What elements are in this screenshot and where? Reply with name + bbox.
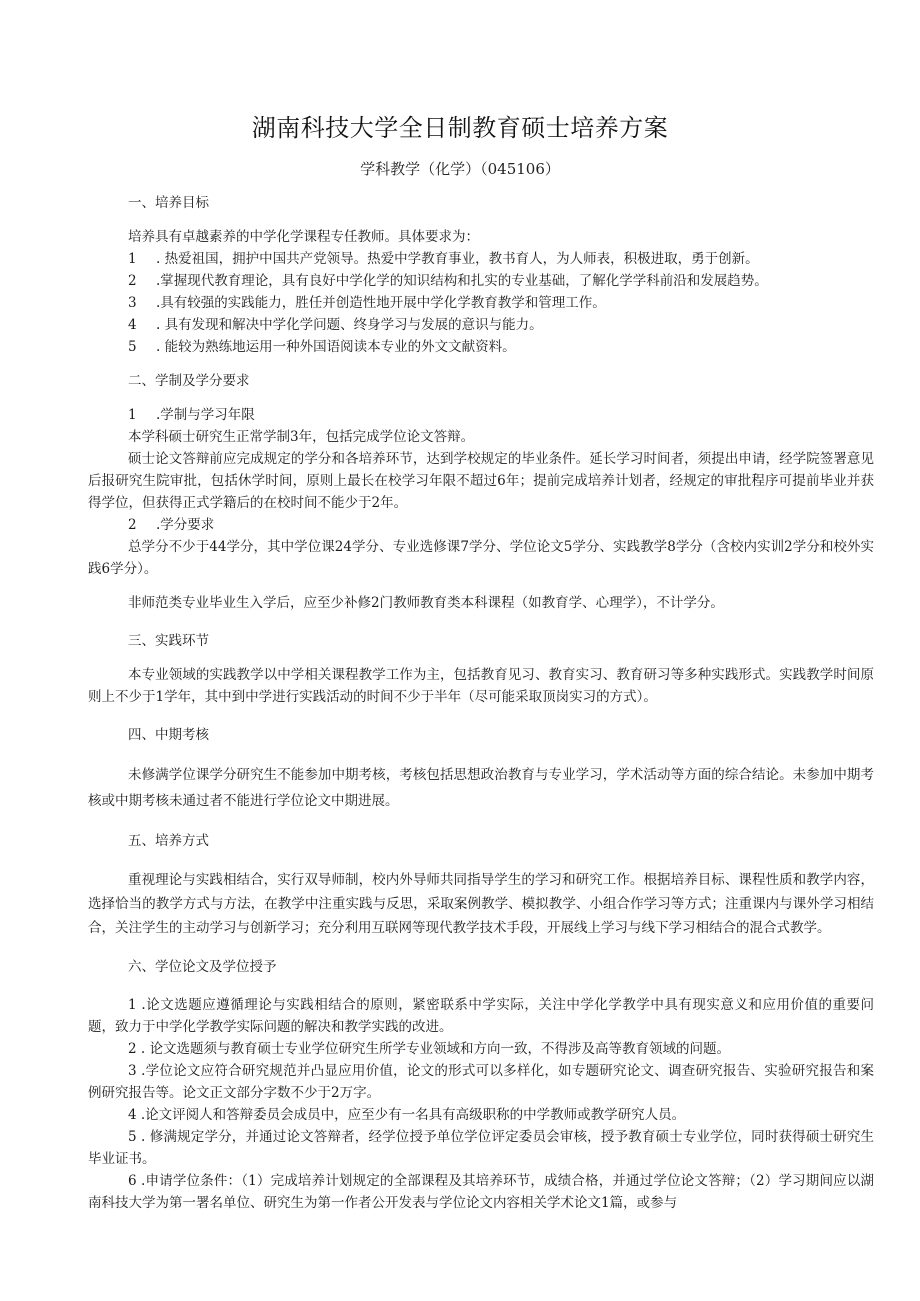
subsection-heading: 1 .学制与学习年限 [128,407,255,423]
section-heading-objectives: 一、培养目标 [128,195,209,211]
objectives-intro: 培养具有卓越素养的中学化学课程专任教师。具体要求为： [128,229,479,245]
objective-item: 3 .具有较强的实践能力，胜任并创造性地开展中学化学教育教学和管理工作。 [128,295,606,311]
thesis-item: 4 .论文评阅人和答辩委员会成员中，应至少有一名具有高级职称的中学教师或教学研究人员。 [128,1107,686,1123]
subsection-heading: 2 .学分要求 [128,517,215,533]
section-heading-midterm: 四、中期考核 [128,727,209,743]
thesis-item: 6 .申请学位条件：（1）完成培养计划规定的全部课程及其培养环节，成绩合格，并通过学位论文答辩；（2）学习期间应以湖南科技大学为第一署名单位、研究生为第一作者公开发表与学位论文内容相关学术论文1篇，或参与 [88,1173,874,1211]
paragraph: 本学科硕士研究生正常学制3年，包括完成学位论文答辩。 [128,429,475,445]
paragraph: 本专业领域的实践教学以中学相关课程教学工作为主，包括教育见习、教育实习、教育研习等多种实践形式。实践教学时间原则上不少于1学年，其中到中学进行实践活动的时间不少于半年（尽可能采取顶岗实习的方式）。 [88,667,874,705]
thesis-item: 5 . 修满规定学分，并通过论文答辩者，经学位授予单位学位评定委员会审核，授予教育硕士专业学位，同时获得硕士研究生毕业证书。 [88,1129,874,1167]
thesis-item: 3 .学位论文应符合研究规范并凸显应用价值，论文的形式可以多样化，如专题研究论文、调查研究报告、实验研究报告和案例研究报告等。论文正文部分字数不少于2万字。 [88,1063,874,1101]
objective-item: 4 . 具有发现和解决中学化学问题、终身学习与发展的意识与能力。 [128,317,543,333]
section-heading-thesis-degree: 六、学位论文及学位授予 [128,959,277,975]
paragraph: 非师范类专业毕业生入学后，应至少补修2门教师教育类本科课程（如教育学、心理学），不计学分。 [128,595,724,611]
objective-item: 1 . 热爱祖国，拥护中国共产党领导。热爱中学教育事业，教书育人，为人师表，积极进取，勇于创新。 [128,251,759,267]
objective-item: 2 .掌握现代教育理论，具有良好中学化学的知识结构和扎实的专业基础，了解化学学科前沿和发展趋势。 [128,273,768,289]
thesis-item: 2 . 论文选题须与教育硕士专业学位研究生所学专业领域和方向一致，不得涉及高等教育领域的问题。 [128,1041,730,1057]
document-body [88,192,874,1214]
section-heading-duration-credits: 二、学制及学分要求 [128,373,250,389]
objective-item: 5 . 能较为熟练地运用一种外国语阅读本专业的外文文献资料。 [128,339,516,355]
paragraph: 总学分不少于44学分，其中学位课24学分、专业选修课7学分、学位论文5学分、实践教学8学分（含校内实训2学分和校外实践6学分）。 [88,539,874,577]
thesis-item: 1 .论文选题应遵循理论与实践相结合的原则，紧密联系中学实际，关注中学化学教学中具有现实意义和应用价值的重要问题，致力于中学化学教学实际问题的解决和教学实践的改进。 [88,997,874,1035]
section-heading-practice: 三、实践环节 [128,633,209,649]
section-heading-training-mode: 五、培养方式 [128,833,209,849]
paragraph: 未修满学位课学分研究生不能参加中期考核，考核包括思想政治教育与专业学习，学术活动等方面的综合结论。未参加中期考核或中期考核未通过者不能进行学位论文中期进展。 [88,767,874,809]
page-subtitle: 学科教学（化学）（045106） [360,160,560,178]
page-title: 湖南科技大学全日制教育硕士培养方案 [251,114,669,142]
paragraph: 硕士论文答辩前应完成规定的学分和各培养环节，达到学校规定的毕业条件。延长学习时间者，须提出申请，经学院签署意见后报研究生院审批，包括休学时间，原则上最长在校学习年限不超过6年；提前完成培养计划者，经规定的审批程序可提前毕业并获得学位，但获得正式学籍后的在校时间不能少于2年。 [88,451,874,511]
paragraph: 重视理论与实践相结合，实行双导师制，校内外导师共同指导学生的学习和研究工作。根据培养目标、课程性质和教学内容，选择恰当的教学方式与方法，在教学中注重实践与反思，采取案例教学、模拟教学、小组合作学习等方式；注重课内与课外学习相结合，关注学生的主动学习与创新学习；充分利用互联网等现代教学技术手段，开展线上学习与线下学习相结合的混合式教学。 [88,872,874,936]
